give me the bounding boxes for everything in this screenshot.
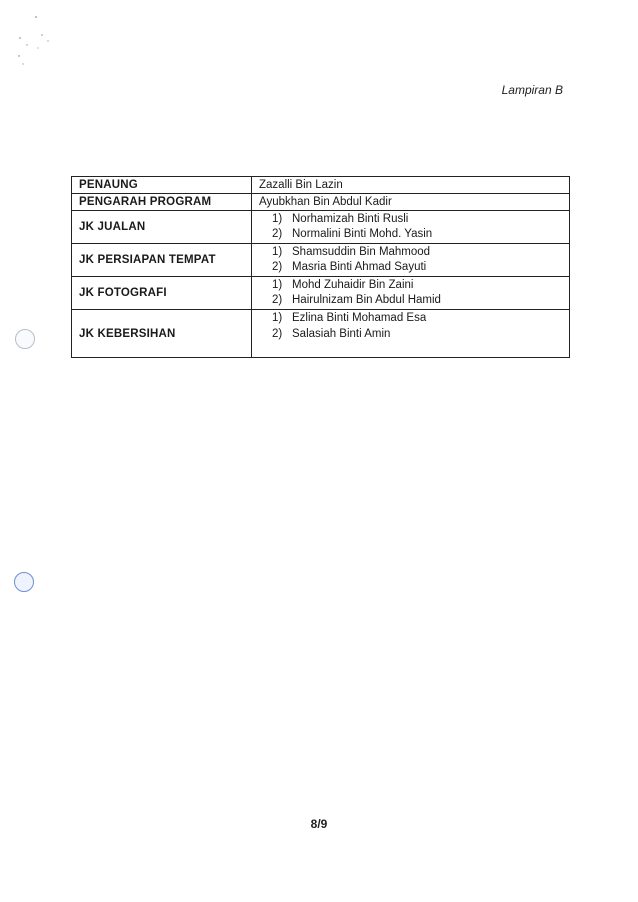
member-number: 1) xyxy=(272,312,283,324)
punch-hole-upper xyxy=(15,329,35,349)
list-item xyxy=(272,212,569,228)
role-label: PENAUNG xyxy=(72,177,252,194)
member-name: Zazalli Bin Lazin xyxy=(259,179,343,191)
member-number: 1) xyxy=(272,245,283,258)
member-name: Ayubkhan Bin Abdul Kadir xyxy=(259,196,392,208)
member-number: 1) xyxy=(272,278,283,291)
member-name: Shamsuddin Bin Mahmood xyxy=(292,245,431,258)
role-label: JK JUALAN xyxy=(72,211,252,244)
member-number: 2) xyxy=(272,294,283,306)
member-list xyxy=(259,278,569,309)
member-name: Ezlina Binti Mohamad Esa xyxy=(292,312,427,324)
member-number: 1) xyxy=(272,212,283,225)
list-item xyxy=(272,278,569,294)
committee-table xyxy=(71,176,570,358)
member-cell xyxy=(252,244,570,277)
member-number: 2) xyxy=(272,327,283,340)
role-label: PENGARAH PROGRAM xyxy=(72,194,252,211)
member-name: Salasiah Binti Amin xyxy=(292,327,391,340)
list-item xyxy=(272,311,569,327)
annex-label: Lampiran B xyxy=(501,83,563,97)
member-number: 2) xyxy=(272,261,283,273)
member-list xyxy=(259,212,569,243)
table-row xyxy=(72,277,570,310)
table-row xyxy=(72,244,570,277)
punch-hole-lower xyxy=(14,572,34,592)
list-item xyxy=(272,293,569,309)
member-name: Hairulnizam Bin Abdul Hamid xyxy=(292,294,441,306)
role-label: JK PERSIAPAN TEMPAT xyxy=(72,244,252,277)
page-number: 8/9 xyxy=(310,817,328,831)
list-item xyxy=(272,327,569,343)
member-cell xyxy=(252,310,570,358)
scan-specks xyxy=(0,0,80,90)
role-label: JK KEBERSIHAN xyxy=(72,310,252,358)
member-cell xyxy=(252,211,570,244)
table-row xyxy=(72,177,570,194)
member-cell xyxy=(252,277,570,310)
list-item xyxy=(272,260,569,276)
member-name: Normalini Binti Mohd. Yasin xyxy=(292,228,433,240)
member-name: Mohd Zuhaidir Bin Zaini xyxy=(292,278,414,291)
member-number: 2) xyxy=(272,228,283,240)
list-item xyxy=(272,227,569,243)
list-item xyxy=(272,245,569,261)
member-list xyxy=(259,311,569,342)
role-label: JK FOTOGRAFI xyxy=(72,277,252,310)
table-row xyxy=(72,211,570,244)
member-name: Norhamizah Binti Rusli xyxy=(292,212,409,225)
member-cell xyxy=(252,177,570,194)
member-name: Masria Binti Ahmad Sayuti xyxy=(292,261,427,273)
table-row xyxy=(72,194,570,211)
member-cell xyxy=(252,194,570,211)
table-row xyxy=(72,310,570,358)
member-list xyxy=(259,245,569,276)
